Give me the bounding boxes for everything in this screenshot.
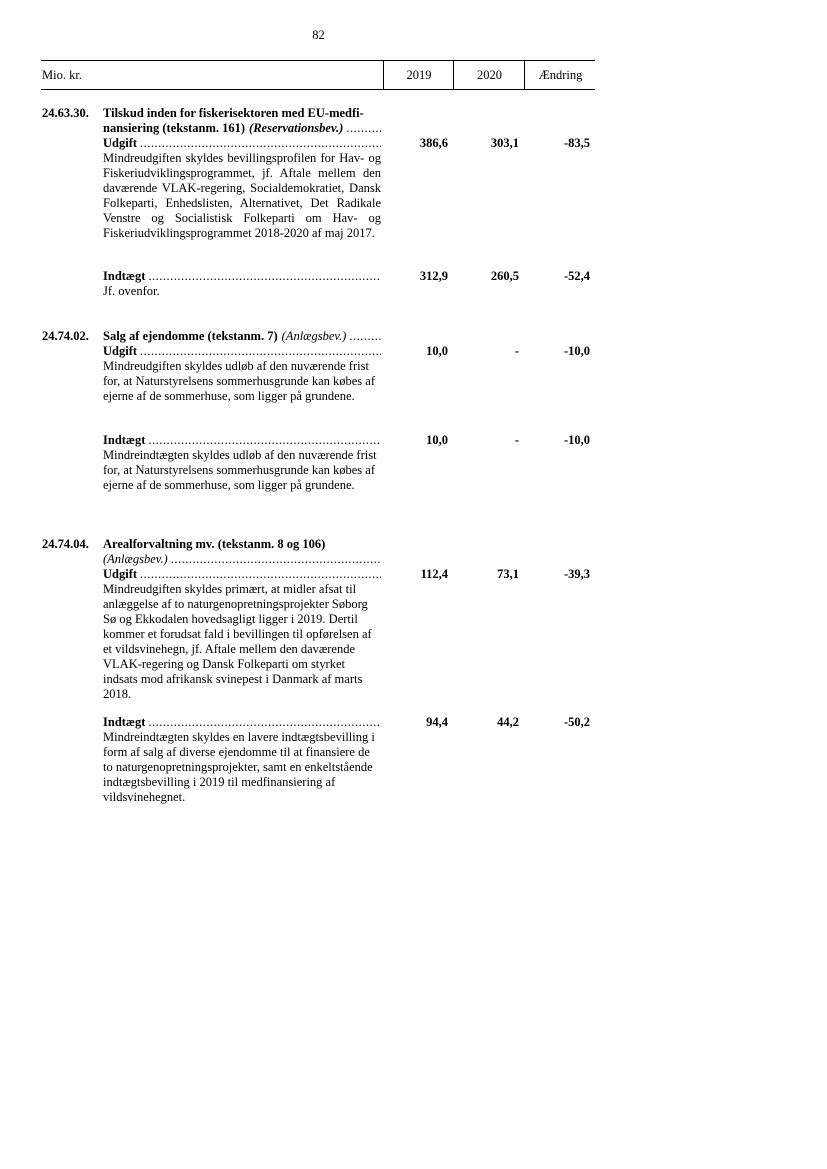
- expense-label: Udgift: [103, 136, 138, 150]
- column-2019-header: 2019: [383, 61, 454, 89]
- revenue-description: Mindreindtægten skyldes en lavere indtægtsbevilling i form af salg af diverse ejendomme til at finansiere de to naturgenopretningsprojekter, samt en enkeltstående indtægtsbevilling i 2019 til medfinansiering af vildsvinehegnet.: [103, 730, 375, 804]
- expense-description: Mindreudgiften skyldes bevillingsprofilen for Hav- og Fiskeriudviklingsprogrammet, jf. Aftale mellem den daværende VLAK-regering, Socialdemokratiet, Dansk Folkeparti, Enhedslisten, Alternativet, Det Radikale Venstre og Socialistisk Folkeparti om Hav- og Fiskeriudviklingsprogrammet 2018-2020 af maj 2017.: [103, 151, 381, 240]
- revenue-description: Jf. ovenfor.: [103, 284, 160, 298]
- value-2019: 386,6: [419, 136, 448, 150]
- value-change: -39,3: [563, 567, 590, 581]
- revenue-label: Indtægt: [103, 433, 146, 447]
- value-change: -10,0: [563, 433, 590, 447]
- revenue-label: Indtægt: [103, 715, 146, 729]
- value-2020: -: [514, 433, 519, 447]
- column-change-header: Ændring: [524, 61, 596, 89]
- expense-label: Udgift: [103, 344, 138, 358]
- expense-description: Mindreudgiften skyldes udløb af den nuværende frist for, at Naturstyrelsens sommerhusgrunde kan købes af ejerne af de sommerhuse, som ligger på grundene.: [103, 359, 375, 403]
- value-2020: 73,1: [497, 567, 519, 581]
- appropriation-type: (Anlægsbev.): [281, 329, 347, 343]
- expense-description: Mindreudgiften skyldes primært, at midler afsat til anlæggelse af to naturgenopretningsprojekter Søborg Sø og Ekkodalen hovedsagligt ligger i 2019. Dertil kommer et forudsat fald i bevillingen til opførelsen af et vildsvinehegn, jf. Aftale mellem den daværende VLAK-regering og Dansk Folkeparti om styrket indsats mod afrikansk svinepest i Danmark af marts 2018.: [103, 582, 372, 701]
- value-2019: 112,4: [420, 567, 448, 581]
- value-2019: 10,0: [426, 433, 448, 447]
- entry-title: Tilskud inden for fiskerisektoren med EU-medfi- nansiering (tekstanm. 161) (Reservationsbev.) .....: [103, 106, 381, 136]
- page-number: 82: [312, 28, 325, 42]
- account-number: 24.74.04.: [42, 537, 89, 551]
- revenue-description: Mindreindtægten skyldes udløb af den nuværende frist for, at Naturstyrelsens sommerhusgrunde kan købes af ejerne af de sommerhuse, som ligger på grundene.: [103, 448, 377, 492]
- value-2020: -: [514, 344, 519, 358]
- entry-title: Salg af ejendomme (tekstanm. 7) (Anlægsbev.) .....: [103, 329, 381, 344]
- value-2019: 10,0: [426, 344, 448, 358]
- appropriation-type: (Anlægsbev.): [103, 552, 168, 566]
- account-number: 24.63.30.: [42, 106, 89, 120]
- table-header: [41, 60, 595, 90]
- column-2020-header: 2020: [453, 61, 525, 89]
- value-2019: 94,4: [426, 715, 448, 729]
- entry-title: Arealforvaltning mv. (tekstanm. 8 og 106): [103, 537, 326, 551]
- unit-label: Mio. kr.: [42, 68, 82, 82]
- revenue-label: Indtægt: [103, 269, 146, 283]
- account-number: 24.74.02.: [42, 329, 89, 343]
- value-change: -50,2: [563, 715, 590, 729]
- value-2020: 44,2: [497, 715, 519, 729]
- value-change: -52,4: [563, 269, 590, 283]
- value-2020: 260,5: [490, 269, 519, 283]
- value-change: -10,0: [563, 344, 590, 358]
- expense-label: Udgift: [103, 567, 138, 581]
- value-2020: 303,1: [490, 136, 519, 150]
- value-2019: 312,9: [419, 269, 448, 283]
- appropriation-type: (Reservationsbev.): [249, 121, 344, 135]
- value-change: -83,5: [563, 136, 590, 150]
